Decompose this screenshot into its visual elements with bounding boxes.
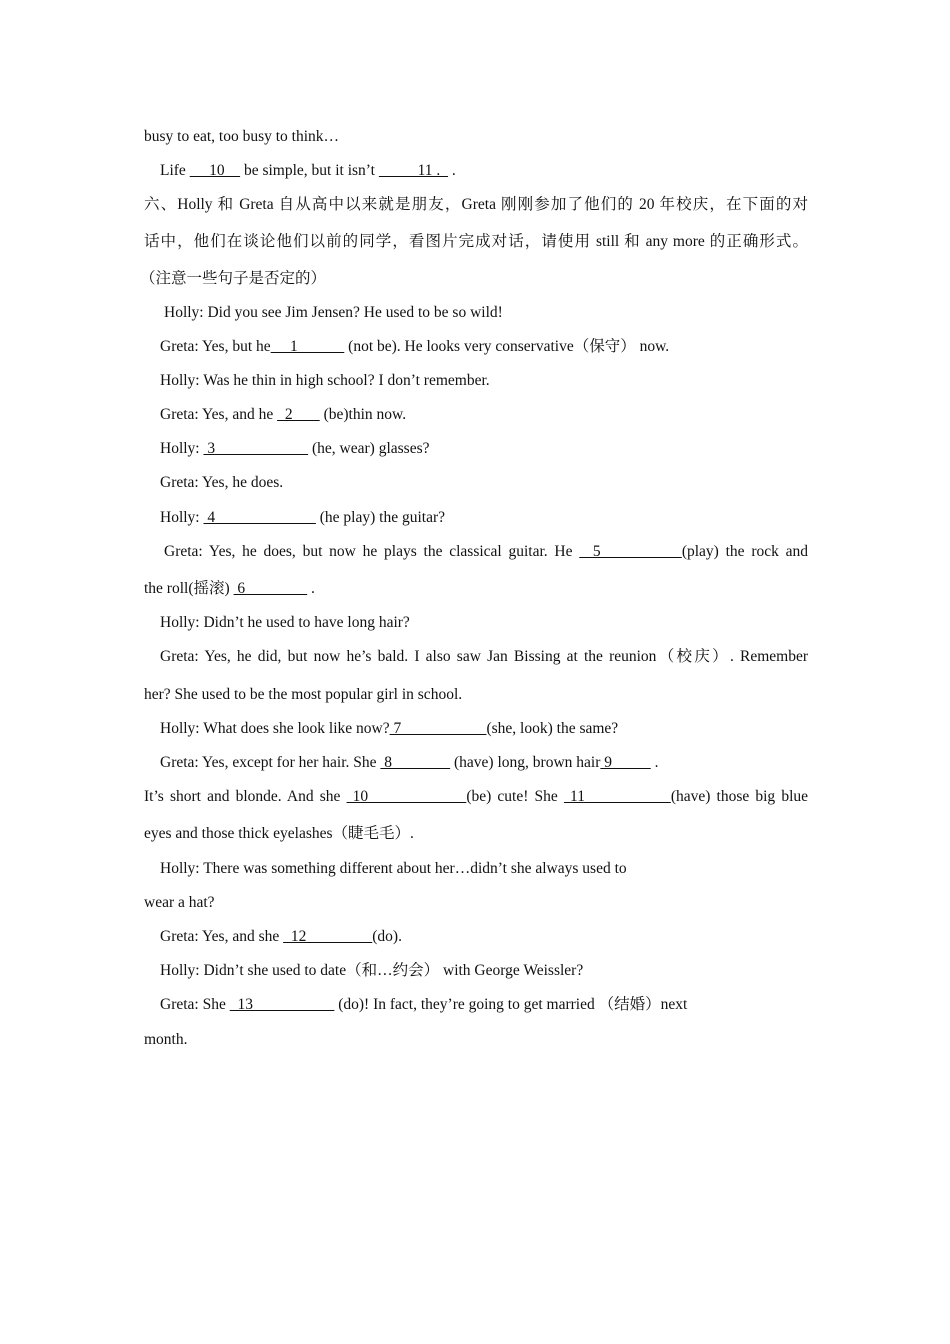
dialogue-line — [160, 371, 808, 391]
answer-blank: 4 — [203, 509, 316, 526]
text-span: (be)thin now. — [319, 406, 407, 423]
text-span: be simple, but it isn’t — [240, 162, 379, 179]
answer-blank: 10 — [189, 162, 241, 179]
text-span: Greta: Yes, and he — [160, 406, 278, 423]
text-span: 六、Holly 和 Greta 自从高中以来就是朋友，Greta 刚刚参加了他们的 20 年校庆，在下面的对 — [144, 196, 808, 213]
answer-blank: 9 — [600, 754, 651, 771]
dialogue-line — [160, 753, 808, 773]
answer-blank: 11 — [563, 788, 671, 805]
text-span: Greta: Yes, and she — [160, 928, 284, 945]
dialogue-line — [164, 542, 808, 562]
text-span: Greta: Yes, he does, but now he plays the classical guitar. He — [164, 543, 580, 560]
text-span: Holly: — [160, 509, 204, 526]
dialogue-line — [160, 508, 808, 528]
text-span: Holly: — [160, 440, 204, 457]
dialogue-line — [144, 685, 808, 705]
text-span: Greta: Yes, he did, but now he’s bald. I also saw Jan Bissing at the reunion（校庆）. Remember — [160, 648, 808, 665]
text-span: month. — [144, 1031, 188, 1048]
dialogue-line — [160, 473, 808, 493]
dialogue-line — [164, 303, 808, 323]
text-span: (have) those big blue — [670, 788, 809, 805]
text-span: Holly: There was something different about her…didn’t she always used to — [160, 860, 627, 877]
text-span: 话中，他们在谈论他们以前的同学，看图片完成对话，请使用 still 和 any more 的正确形式。 — [144, 233, 808, 250]
text-span: (do)! In fact, they’re going to get married （结婚）next — [334, 996, 688, 1013]
answer-blank: 12 — [283, 928, 373, 945]
answer-blank: 8 — [380, 754, 451, 771]
text-span: Holly: Did you see Jim Jensen? He used to be so wild! — [164, 304, 503, 321]
dialogue-line — [144, 787, 808, 807]
dialogue-line — [160, 995, 808, 1015]
dialogue-line — [160, 439, 808, 459]
dialogue-line — [160, 961, 808, 981]
text-span: （注意一些句子是否定的） — [140, 270, 327, 287]
dialogue-line — [160, 613, 808, 633]
text-span: wear a hat? — [144, 894, 215, 911]
dialogue-line — [144, 1030, 808, 1050]
answer-blank: 1 — [270, 338, 345, 355]
dialogue-line — [144, 579, 808, 599]
text-span: Greta: Yes, except for her hair. She — [160, 754, 381, 771]
text-span: (he, wear) glasses? — [308, 440, 430, 457]
text-span: . — [307, 580, 315, 597]
dialogue-line — [160, 405, 808, 425]
dialogue-line — [160, 859, 808, 879]
text-span: It’s short and blonde. And she — [144, 788, 347, 805]
text-span: (she, look) the same? — [486, 720, 619, 737]
text-span: (he play) the guitar? — [315, 509, 445, 526]
text-span: . — [448, 162, 456, 179]
text-span: Holly: Was he thin in high school? I don’t remember. — [160, 372, 490, 389]
text-span: the roll(摇滚) — [144, 580, 234, 597]
answer-blank: 6 — [233, 580, 308, 597]
text-line — [160, 161, 808, 181]
text-span: Greta: Yes, but he — [160, 338, 271, 355]
text-span: (play) the rock and — [681, 543, 809, 560]
answer-blank: 5 — [579, 543, 682, 560]
text-span: Holly: Didn’t she used to date（和…约会） with George Weissler? — [160, 962, 584, 979]
dialogue-line — [160, 337, 808, 357]
section-heading — [144, 232, 808, 252]
answer-blank: 3 — [203, 440, 309, 457]
section-heading — [144, 195, 808, 215]
text-span: Holly: Didn’t he used to have long hair? — [160, 614, 410, 631]
answer-blank: 13 — [229, 996, 335, 1013]
text-span: Holly: What does she look like now? — [160, 720, 390, 737]
text-line — [144, 127, 808, 147]
text-span: Greta: She — [160, 996, 230, 1013]
text-span: (do). — [372, 928, 402, 945]
dialogue-line — [160, 647, 808, 667]
dialogue-line — [160, 927, 808, 947]
section-note — [140, 269, 804, 289]
answer-blank: 11 . — [378, 162, 449, 179]
text-span: Greta: Yes, he does. — [160, 474, 284, 491]
text-span: eyes and those thick eyelashes（睫毛毛）. — [144, 825, 414, 842]
answer-blank: 10 — [346, 788, 467, 805]
text-span: her? She used to be the most popular girl in school. — [144, 686, 463, 703]
text-span: . — [650, 754, 659, 771]
dialogue-line — [144, 824, 808, 844]
dialogue-line — [160, 719, 808, 739]
text-span: Life — [160, 162, 190, 179]
answer-blank: 2 — [277, 406, 320, 423]
text-span: (have) long, brown hair — [450, 754, 601, 771]
text-span: (be) cute! She — [466, 788, 564, 805]
answer-blank: 7 — [389, 720, 487, 737]
text-span: busy to eat, too busy to think… — [144, 128, 340, 145]
dialogue-line — [144, 893, 808, 913]
text-span: (not be). He looks very conservative（保守） now. — [344, 338, 670, 355]
